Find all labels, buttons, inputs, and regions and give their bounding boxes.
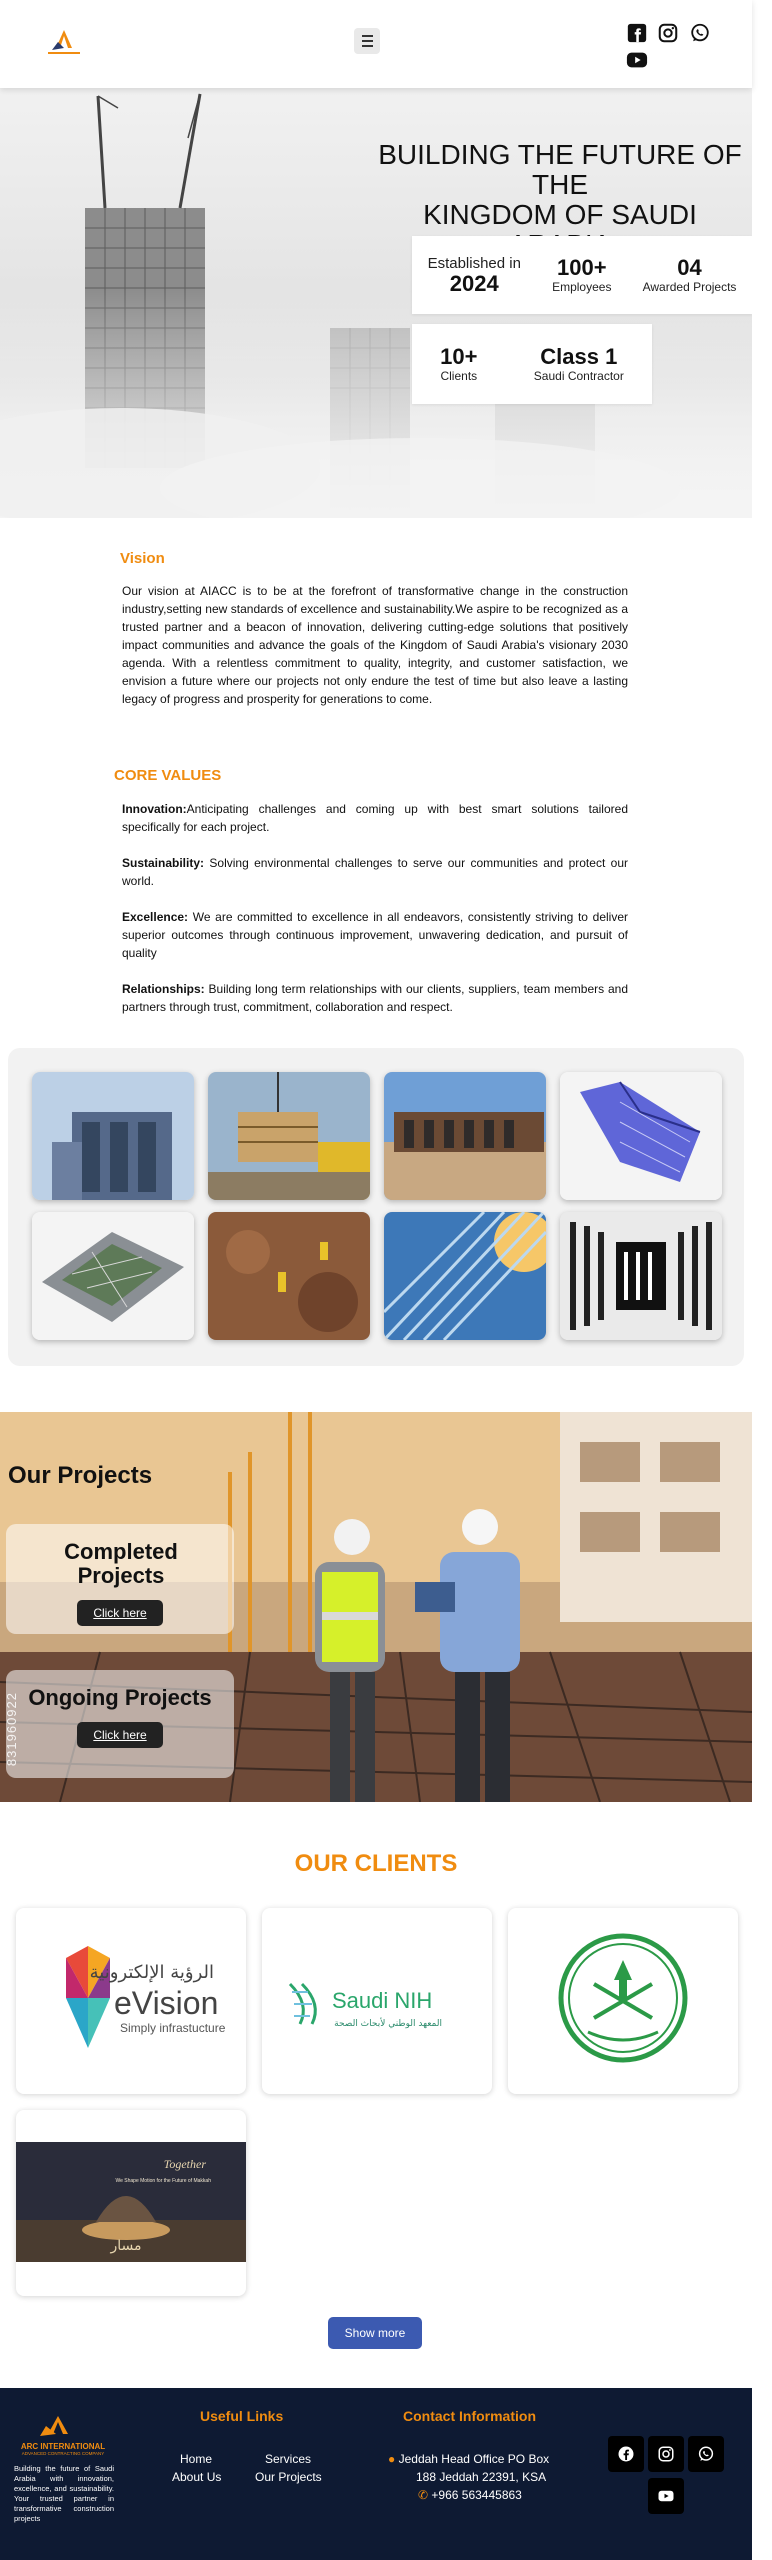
client-card-saudi-nih[interactable] [262,1908,492,2094]
ongoing-projects-button[interactable]: Click here [77,1722,162,1748]
stat-clients [434,345,483,383]
client-card-evision[interactable] [16,1908,246,2094]
facebook-icon[interactable] [626,22,648,44]
gallery-image-site-plan-model[interactable] [32,1212,194,1340]
projects-section [0,1412,752,1802]
stat-employees [546,256,617,294]
stat-awarded [637,256,743,294]
core-value-text: Anticipating challenges and coming up with best smart solutions tailored specifically for each project. [122,802,628,834]
core-value-text: Building long term relationships with our clients, suppliers, team members and partners through trust, commitment, collaboration and respect. [122,982,628,1014]
core-value-text: We are committed to excellence in all endeavors, consistently striving to deliver superior outcomes through continuous improvement, unwavering dedication, and pursuit of quality [122,910,628,960]
gallery-image-glass-canopy[interactable] [384,1212,546,1340]
stat-clients-value: 10+ [440,344,478,369]
site-footer [0,2388,752,2560]
vision-heading: Vision [120,550,165,567]
instagram-icon[interactable] [657,22,679,44]
hero-title-line-2: KINGDOM OF SAUDI [423,199,697,230]
contact-phone[interactable] [418,2488,522,2502]
completed-projects-title: Completed Projects [64,1539,178,1588]
address-line-2: 188 Jeddah 22391, KSA [416,2470,547,2484]
completed-projects-card [6,1524,234,1634]
makkah-project-image [16,2110,246,2296]
evision-name-text: eVision [114,1985,219,2021]
ongoing-projects-card [6,1670,234,1778]
contact-address [388,2452,549,2466]
stat-employees-label: Employees [552,280,612,294]
government-emblem-logo [508,1908,738,2094]
footer-brand-name: ARC INTERNATIONAL [20,2442,106,2451]
footer-instagram-icon[interactable] [648,2436,684,2472]
footer-tagline: Building the future of Saudi Arabia with innovation, excellence, and sustainability. Your trusted partner in transformative construction projects [14,2464,114,2523]
saudi-nih-logo [262,1908,492,2094]
gallery-image-3d-tower-model[interactable] [560,1072,722,1200]
hero-section [0,88,752,518]
company-logo[interactable] [42,26,86,60]
location-pin-icon: ● [388,2452,396,2466]
footer-brand-sub: ADVANCED CONTRACTING COMPANY [21,2451,105,2456]
image-watermark: 831960922 [4,1692,19,1767]
hamburger-menu-icon[interactable] [354,28,380,54]
gallery-image-crane-lift[interactable] [208,1072,370,1200]
gallery-image-facade-pattern[interactable] [560,1212,722,1340]
footer-logo[interactable] [28,2414,86,2440]
footer-brand [18,2442,108,2456]
svg-text:مسار: مسار [110,2238,142,2254]
core-value-relationships [122,980,628,1016]
header-social-links [626,22,716,76]
footer-link-about[interactable]: About Us [172,2470,222,2484]
client-card-government-emblem[interactable] [508,1908,738,2094]
footer-whatsapp-icon[interactable] [688,2436,724,2472]
stat-clients-label: Clients [440,369,478,383]
stat-established-value: 2024 [449,270,499,296]
stat-class [528,345,630,383]
saudi-nih-arabic-text: المعهد الوطني لأبحاث الصحة [334,2019,442,2029]
phone-icon: ✆ [418,2488,429,2502]
core-value-title: Sustainability: [122,856,205,870]
footer-youtube-icon[interactable] [648,2478,684,2514]
core-value-title: Relationships: [122,982,205,996]
hero-title-line-1: BUILDING THE FUTURE OF THE [378,139,742,200]
phone-number: +966 563445863 [431,2488,522,2502]
evision-tagline: Simply infrastucture [120,2021,226,2035]
saudi-nih-text: Saudi NIH [332,1988,433,2013]
evision-arabic-text: الرؤية الإلكترونية [89,1962,214,1983]
stat-class-label: Saudi Contractor [533,369,624,383]
stat-established-label: Established in [427,254,521,272]
ongoing-projects-title: Ongoing Projects [28,1685,212,1710]
useful-links-heading: Useful Links [200,2408,284,2424]
vision-text: Our vision at AIACC is to be at the forefront of transformative change in the construction industry,setting new standards of excellence and sustainability.We aspire to be recognized as a trusted partner and a beacon of innovation, delivering cutting-edge solutions that positively impact communities and advance the goals of the Kingdom of Saudi Arabia's visionary 2030 agenda. With a relentless commitment to quality, integrity, and customer satisfaction, we envision a future where our projects not only endure the test of time but also leave a lasting legacy of progress and prosperity for generations to come. [122,584,628,706]
core-value-title: Innovation: [122,802,187,816]
show-more-button[interactable]: Show more [328,2317,422,2349]
evision-logo [16,1908,246,2094]
footer-link-services[interactable]: Services [265,2452,312,2466]
stat-employees-value: 100+ [557,255,607,280]
stat-class-value: Class 1 [540,344,618,369]
core-value-sustainability [122,854,628,890]
project-gallery [8,1048,744,1366]
footer-link-our-projects[interactable]: Our Projects [255,2470,322,2484]
stats-box-primary [412,236,752,314]
gallery-image-excavation[interactable] [208,1212,370,1340]
core-value-title: Excellence: [122,910,189,924]
whatsapp-icon[interactable] [689,22,711,44]
core-value-text: Solving environmental challenges to serve our communities and protect our world. [122,856,628,888]
core-value-innovation [122,800,628,836]
completed-projects-button[interactable]: Click here [77,1600,162,1626]
stat-awarded-label: Awarded Projects [642,280,737,294]
gallery-image-site-building[interactable] [384,1072,546,1200]
client-card-makkah-project[interactable] [16,2110,246,2296]
core-values-heading: CORE VALUES [114,767,222,784]
footer-link-home[interactable]: Home [180,2452,213,2466]
gallery-image-modular-building[interactable] [32,1072,194,1200]
stat-awarded-value: 04 [677,255,702,280]
footer-facebook-icon[interactable] [608,2436,644,2472]
address-line-1: Jeddah Head Office PO Box [398,2452,550,2466]
makkah-subcaption: We Shape Motion for the Future of Makkah [115,2178,211,2184]
site-header [0,0,752,88]
contact-heading: Contact Information [403,2408,536,2424]
stat-established [422,255,527,296]
youtube-icon[interactable] [626,49,648,71]
stats-box-secondary [412,324,652,404]
core-value-excellence [122,908,628,962]
projects-heading: Our Projects [8,1462,153,1489]
clients-heading: OUR CLIENTS [294,1850,458,1877]
makkah-caption: Together [163,2157,206,2171]
